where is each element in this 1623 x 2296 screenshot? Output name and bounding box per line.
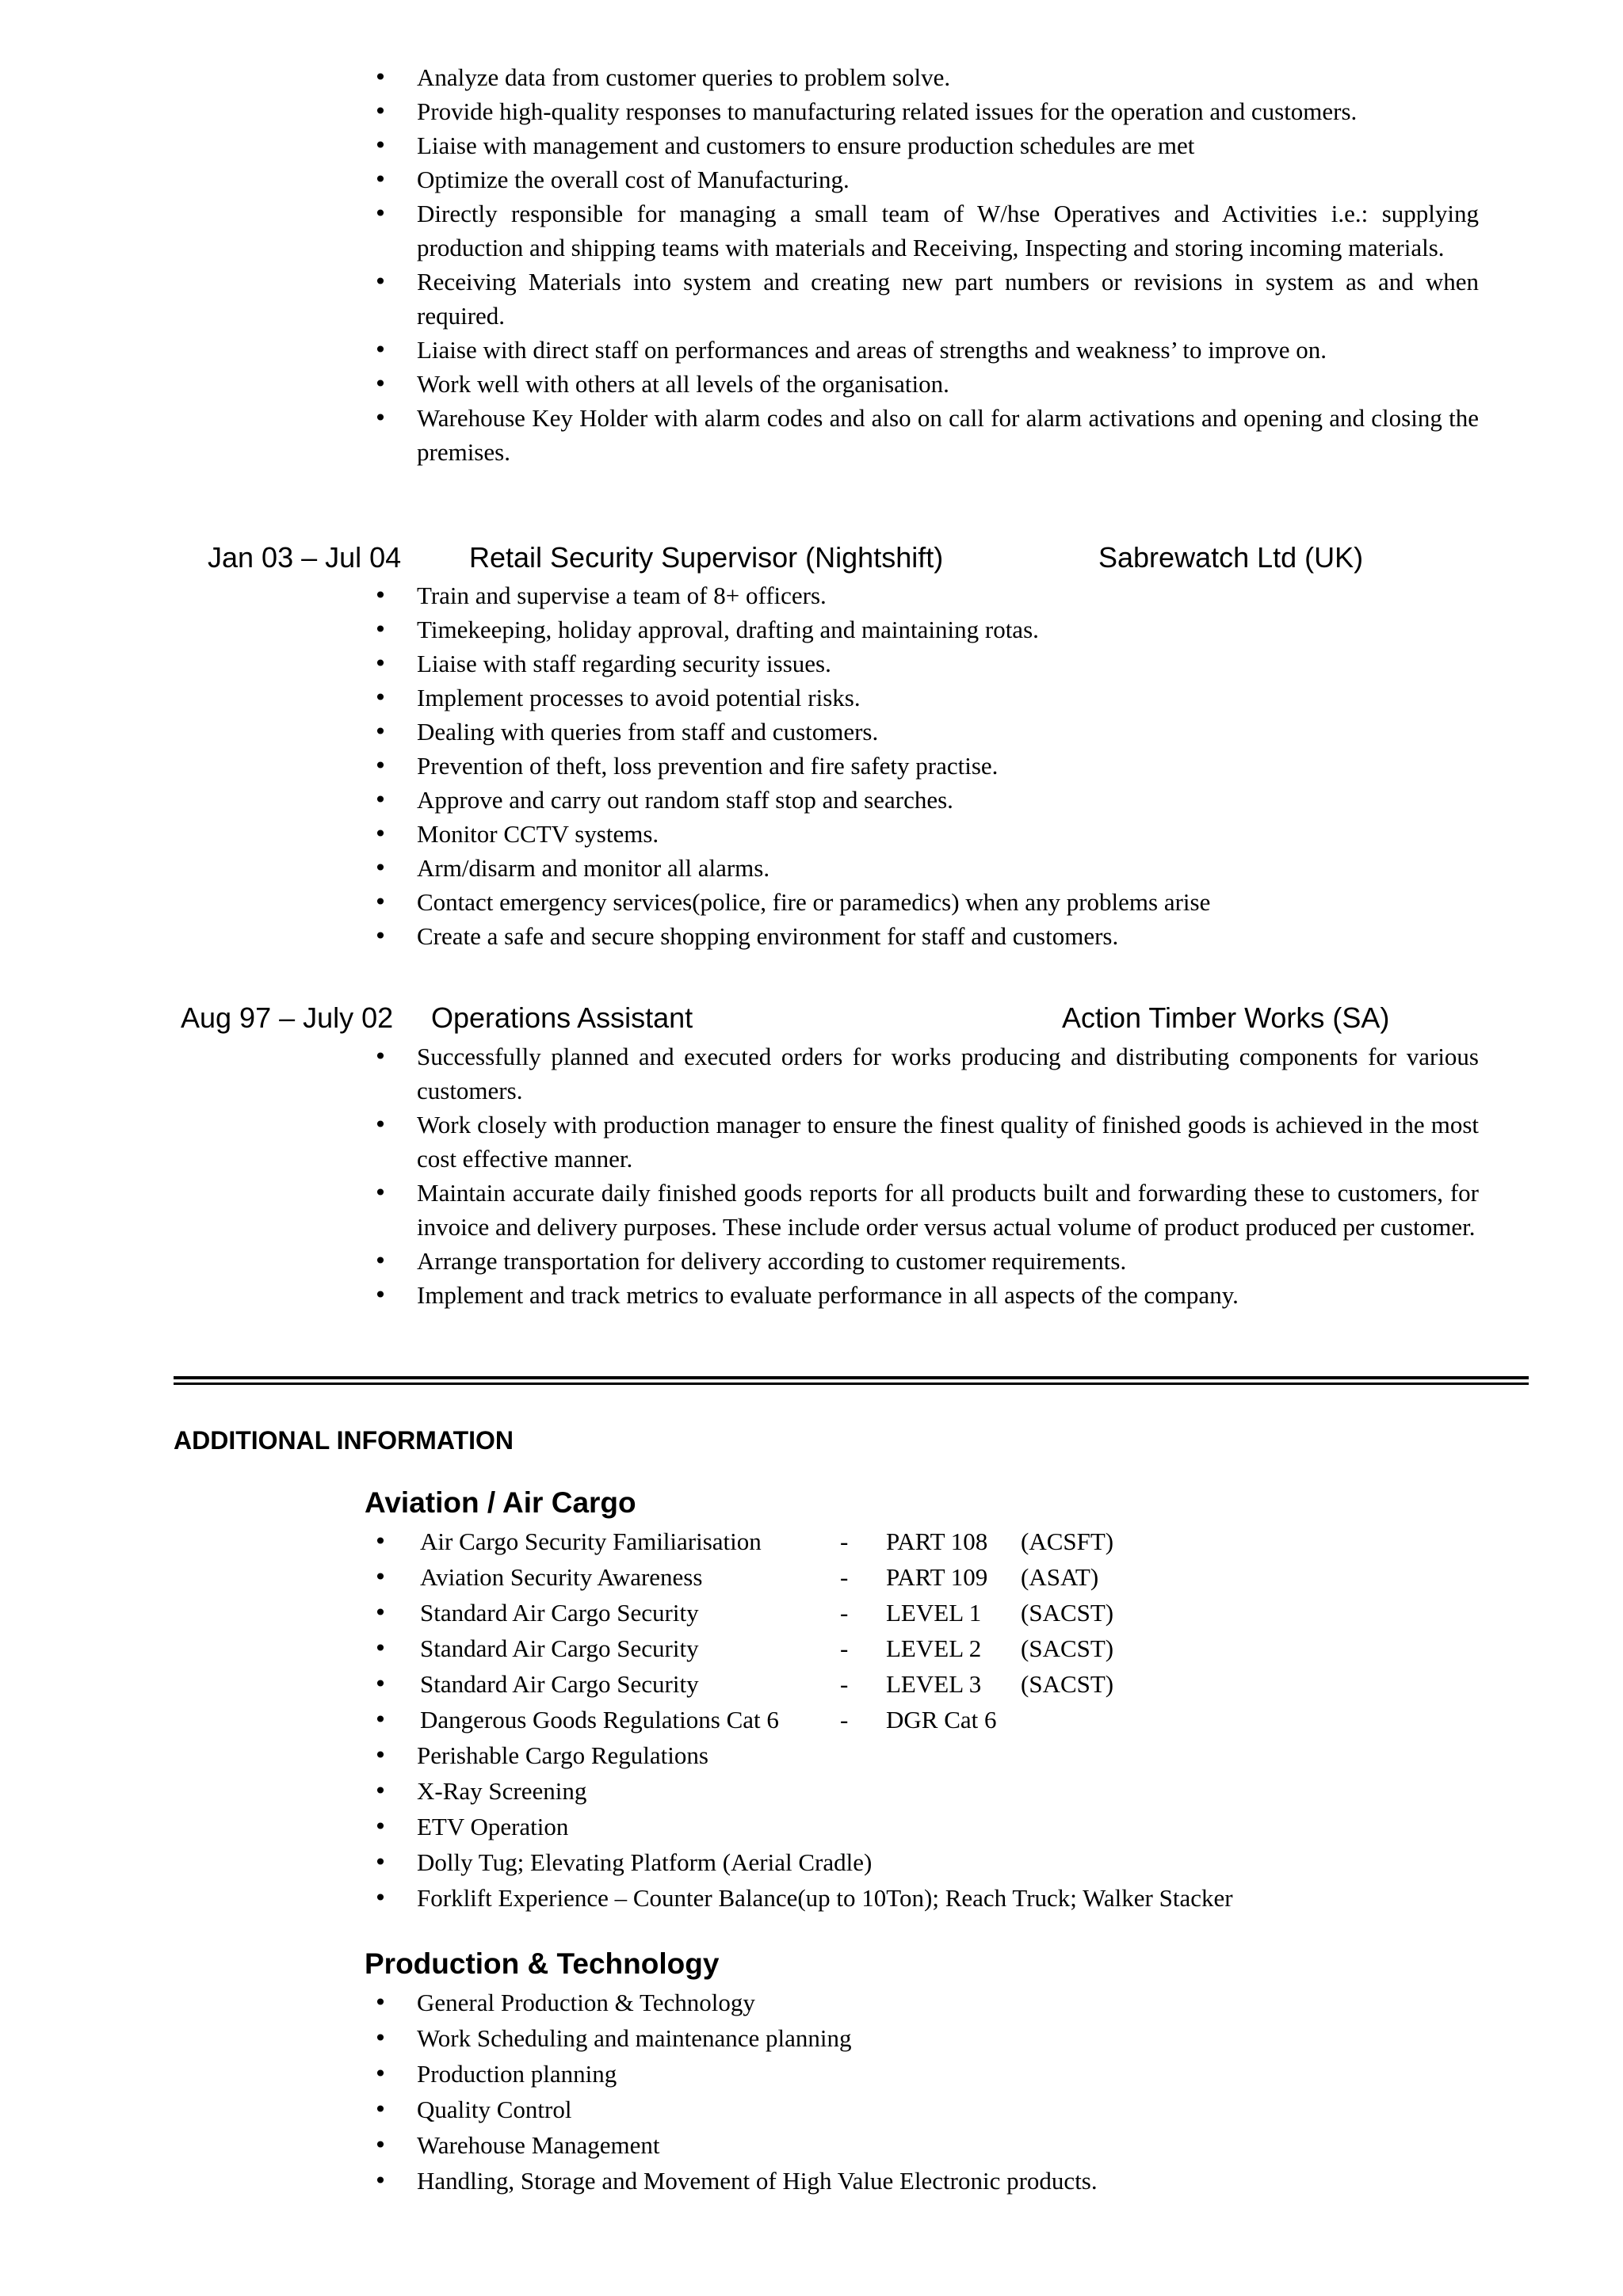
list-item: • Warehouse Key Holder with alarm codes and also on call for alarm activations and opening and closing the premises. xyxy=(0,401,1479,469)
bullet-icon: • xyxy=(373,1528,388,1554)
list-item: • Successfully planned and executed orders for works producing and distributing components for various customers. xyxy=(0,1039,1479,1108)
bullet-icon: • xyxy=(373,2132,388,2158)
list-item: • Timekeeping, holiday approval, drafting and maintaining rotas. xyxy=(0,612,1479,646)
intro-bullet-list xyxy=(0,60,1479,469)
list-item: • Optimize the overall cost of Manufacturing. xyxy=(0,162,1479,196)
bullet-icon: • xyxy=(373,405,388,431)
list-item: • Train and supervise a team of 8+ officers. xyxy=(0,578,1479,612)
list-item: • Forklift Experience – Counter Balance(up to 10Ton); Reach Truck; Walker Stacker xyxy=(0,1881,1479,1917)
aviation-skill-list xyxy=(0,1738,1479,1917)
production-skill-list xyxy=(0,1985,1479,2199)
bullet-icon: • xyxy=(373,821,388,847)
bullet-icon: • xyxy=(373,200,388,227)
bullet-icon: • xyxy=(373,1814,388,1840)
list-item: • Warehouse Management xyxy=(0,2128,1479,2164)
bullet-icon: • xyxy=(373,1989,388,2016)
bullet-icon: • xyxy=(373,719,388,745)
list-item: • Analyze data from customer queries to problem solve. xyxy=(0,60,1479,94)
list-item: • General Production & Technology xyxy=(0,1985,1479,2021)
bullet-icon: • xyxy=(373,685,388,711)
bullet-icon: • xyxy=(373,2061,388,2087)
bullet-icon: • xyxy=(373,1600,388,1626)
job2-company: Action Timber Works (SA) xyxy=(1062,1001,1390,1034)
resume-page: • Analyze data from customer queries to problem solve. • Provide high-quality responses to manufacturing related issues for the operation and customers. • Liaise with management and customers to ensure production schedules are met • Optimize the overall cost of Manufacturing. • Directly responsible for managing a small team of W/hse Operatives and Activities i.e.: supplying production and shipping teams with materials and Receiving, Inspecting and storing incoming materials. • Receiving Materials into system and creating new part numbers or revisions in system as and when required. • Liaise with direct staff on performances and areas of strengths and weakness’ to improve on. • Work well with others at all levels of the organisation. • Warehouse Key Holder with alarm codes and also on call for alarm activations and opening and closing the premises. Jan 03 – Jul 04 Retail Security Supervisor (Nightshift) Sabrewatch Ltd (UK) • Train and supervise a team of 8+ officers. • Timekeeping, holiday approval, drafting and maintaining rotas. • Liaise with staff regarding security issues. • Implement processes to avoid potential risks. • Dealing with queries from staff and customers. • Prevention of theft, loss prevention and fire safety practise. • Approve and carry out random staff stop and searches. • Monitor CCTV systems. • Arm/disarm and monitor all alarms. • Contact emergency services(police, fire or paramedics) when any problems arise • Create a safe and secure shopping environment for staff and customers. Aug 97 – July 02 Operations Assistant Action Timber Works (SA) • Successfully planned and executed orders for works producing and distributing components for various customers. • Work closely with production manager to ensure the finest quality of finished goods is achieved in the most cost effective manner. • Maintain accurate daily finished goods reports for all products built and forwarding these to customers, for invoice and delivery purposes. These include order versus actual volume of product produced per customer. • Arrange transportation for delivery according to customer requirements. • Implement and track metrics to evaluate performance in all aspects of the company. ADDITIONAL INFORMATION Aviation / Air Cargo • Air Cargo Security Familiarisation - PART 108 (ACSFT) • Aviation Security Awareness - PART 109 (ASAT) • Standard Air Cargo Security - LEVEL 1 (SACST) • Standard Air Cargo Security - LEVEL 2 (SACST) • Standard Air Cargo Security - LEVEL 3 (SACST) • Dangerous Goods Regulations Cat 6 - DGR Cat 6 • Perishable Cargo Regulations • X-Ray Screening • ETV Operation • Dolly Tug; Elevating Platform (Aerial Cradle) • Forklift Experience – Counter Balance(up to 10Ton); Reach Truck; Walker Stacker Production & Technology • General Production & Technology • Work Scheduling and maintenance planning • Production planning • Quality Control • Warehouse Management • Handling, Storage and Movement of High Value Electronic products. xyxy=(0,0,1623,2296)
job1-title: Retail Security Supervisor (Nightshift) xyxy=(469,541,944,574)
bullet-icon: • xyxy=(373,787,388,813)
bullet-icon: • xyxy=(373,132,388,158)
bullet-icon: • xyxy=(373,650,388,677)
list-item: • Receiving Materials into system and creating new part numbers or revisions in system as and when required. xyxy=(0,265,1479,333)
aviation-heading: Aviation / Air Cargo xyxy=(365,1486,636,1519)
list-item: • Quality Control xyxy=(0,2092,1479,2128)
list-item: • Create a safe and secure shopping environment for staff and customers. xyxy=(0,919,1479,953)
list-item: • Work well with others at all levels of the organisation. xyxy=(0,367,1479,401)
bullet-icon: • xyxy=(373,269,388,295)
list-item: • Liaise with management and customers to ensure production schedules are met xyxy=(0,128,1479,162)
list-item: • Maintain accurate daily finished goods reports for all products built and forwarding these to customers, for invoice and delivery purposes. These include order versus actual volume of product produced per customer. xyxy=(0,1176,1479,1244)
bullet-icon: • xyxy=(373,1180,388,1206)
list-item: • Implement and track metrics to evaluate performance in all aspects of the company. xyxy=(0,1278,1479,1312)
bullet-icon: • xyxy=(373,1707,388,1733)
list-item: • Arm/disarm and monitor all alarms. xyxy=(0,851,1479,885)
list-item: • Directly responsible for managing a small team of W/hse Operatives and Activities i.e.: supplying production and shipping teams with materials and Receiving, Inspecting and storing incoming materials. xyxy=(0,196,1479,265)
job1-bullet-list xyxy=(0,578,1479,953)
section-divider xyxy=(174,1376,1529,1385)
job2-title: Operations Assistant xyxy=(431,1001,693,1034)
list-item: • Contact emergency services(police, fire or paramedics) when any problems arise xyxy=(0,885,1479,919)
bullet-icon: • xyxy=(373,371,388,397)
list-item: • Production planning xyxy=(0,2057,1479,2092)
bullet-icon: • xyxy=(373,1849,388,1875)
bullet-icon: • xyxy=(373,1778,388,1804)
bullet-icon: • xyxy=(373,1282,388,1308)
bullet-icon: • xyxy=(373,855,388,881)
list-item: • Monitor CCTV systems. xyxy=(0,817,1479,851)
bullet-icon: • xyxy=(373,2025,388,2051)
job1-company: Sabrewatch Ltd (UK) xyxy=(1098,541,1364,574)
list-item: • Liaise with direct staff on performances and areas of strengths and weakness’ to improve on. xyxy=(0,333,1479,367)
bullet-icon: • xyxy=(373,1742,388,1768)
job1-dates: Jan 03 – Jul 04 xyxy=(208,541,402,574)
bullet-icon: • xyxy=(373,2096,388,2122)
bullet-icon: • xyxy=(373,166,388,193)
bullet-icon: • xyxy=(373,98,388,124)
bullet-icon: • xyxy=(373,753,388,779)
bullet-icon: • xyxy=(373,923,388,949)
bullet-icon: • xyxy=(373,64,388,90)
list-item: • Handling, Storage and Movement of High Value Electronic products. xyxy=(0,2164,1479,2199)
bullet-icon: • xyxy=(373,1885,388,1911)
bullet-icon: • xyxy=(373,1671,388,1697)
list-item: • Implement processes to avoid potential risks. xyxy=(0,681,1479,715)
list-item: • Dealing with queries from staff and customers. xyxy=(0,715,1479,749)
list-item: • Prevention of theft, loss prevention and fire safety practise. xyxy=(0,749,1479,783)
list-item: • Arrange transportation for delivery according to customer requirements. xyxy=(0,1244,1479,1278)
bullet-icon: • xyxy=(373,889,388,915)
bullet-icon: • xyxy=(373,1635,388,1661)
list-item: • Work closely with production manager to ensure the finest quality of finished goods is achieved in the most cost effective manner. xyxy=(0,1108,1479,1176)
production-heading: Production & Technology xyxy=(365,1947,720,1980)
list-item: • ETV Operation xyxy=(0,1810,1479,1845)
list-item: • Dolly Tug; Elevating Platform (Aerial Cradle) xyxy=(0,1845,1479,1881)
job2-bullet-list xyxy=(0,1039,1479,1312)
list-item: • X-Ray Screening xyxy=(0,1774,1479,1810)
list-item: • Approve and carry out random staff stop and searches. xyxy=(0,783,1479,817)
bullet-icon: • xyxy=(373,1112,388,1138)
bullet-icon: • xyxy=(373,1043,388,1070)
bullet-icon: • xyxy=(373,2168,388,2194)
bullet-icon: • xyxy=(373,582,388,608)
list-item: • Liaise with staff regarding security issues. xyxy=(0,646,1479,681)
additional-info-heading: ADDITIONAL INFORMATION xyxy=(174,1426,514,1455)
list-item: • Provide high-quality responses to manufacturing related issues for the operation and customers. xyxy=(0,94,1479,128)
job2-dates: Aug 97 – July 02 xyxy=(181,1001,394,1034)
list-item: • Work Scheduling and maintenance planning xyxy=(0,2021,1479,2057)
bullet-icon: • xyxy=(373,1564,388,1590)
bullet-icon: • xyxy=(373,1248,388,1274)
bullet-icon: • xyxy=(373,337,388,363)
list-item: • Perishable Cargo Regulations xyxy=(0,1738,1479,1774)
bullet-icon: • xyxy=(373,616,388,643)
